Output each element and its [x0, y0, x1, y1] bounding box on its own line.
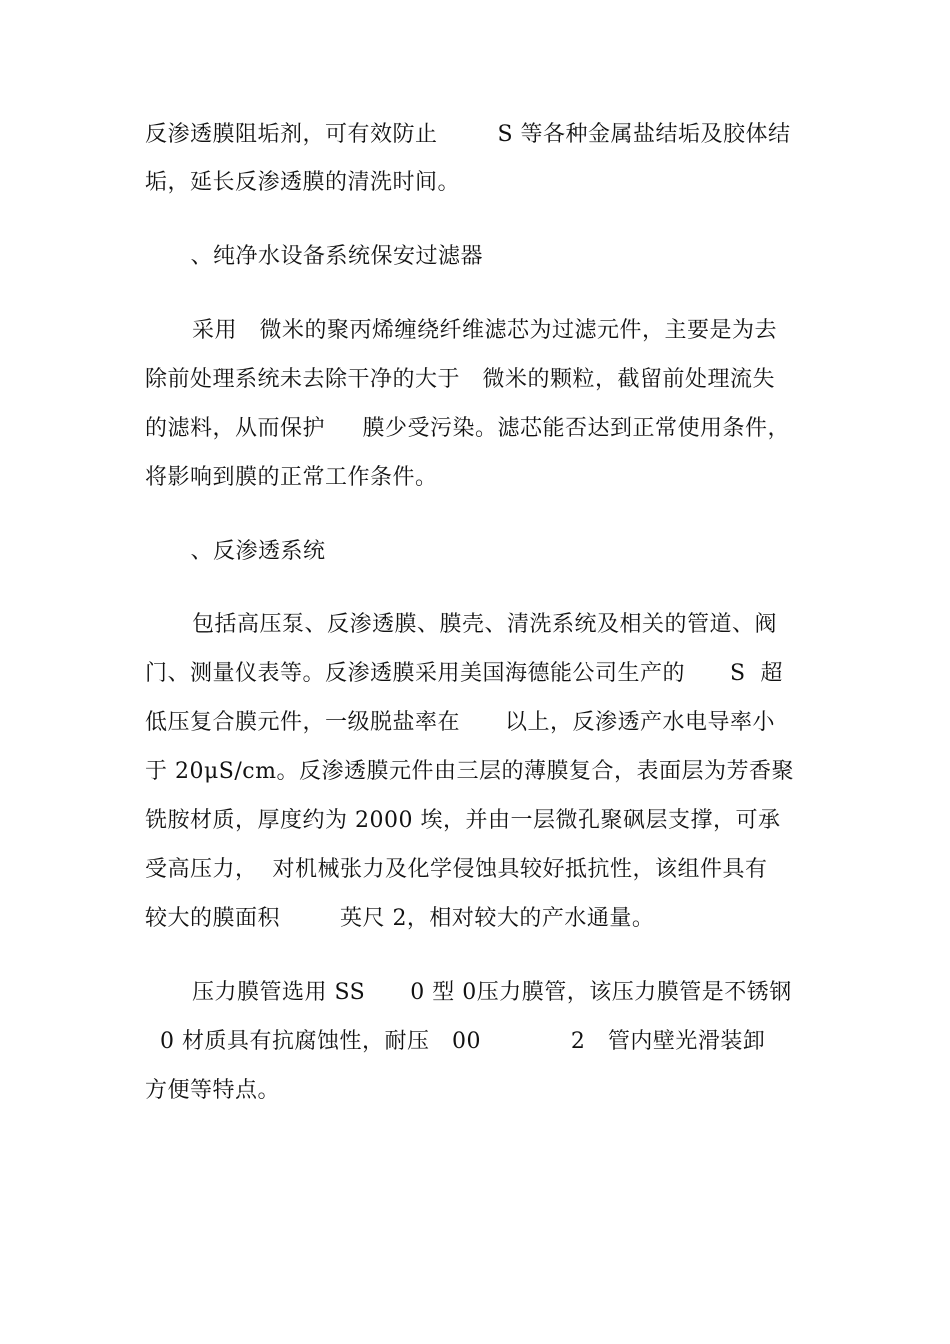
paragraph-5-line-5: 铣胺材质，厚度约为 2000 埃，并由一层微孔聚砜层支撑，可承 — [145, 808, 781, 833]
paragraph-5-line-1: 包括高压泵、反渗透膜、膜壳、清洗系统及相关的管道、阀 — [192, 612, 778, 637]
paragraph-1-line-2: 垢，延长反渗透膜的清洗时间。 — [145, 170, 461, 195]
paragraph-6-line-2: 0 材质具有抗腐蚀性，耐压 00 2 管内壁光滑装卸 — [145, 1029, 766, 1054]
paragraph-5-line-2: 门、测量仪表等。反渗透膜采用美国海德能公司生产的 S 超 — [145, 661, 784, 686]
paragraph-3-line-3: 的滤料，从而保护 膜少受污染。滤芯能否达到正常使用条件， — [145, 416, 790, 441]
section-heading-filter: 、纯净水设备系统保安过滤器 — [168, 244, 483, 269]
section-heading-ro-system: 、反渗透系统 — [168, 539, 326, 564]
paragraph-3-line-1: 采用 微米的聚丙烯缠绕纤维滤芯为过滤元件，主要是为去 — [192, 318, 777, 343]
paragraph-6-line-1: 压力膜管选用 SS 0 型 0压力膜管，该压力膜管是不锈钢 — [192, 980, 792, 1005]
paragraph-3-line-2: 除前处理系统未去除干净的大于 微米的颗粒，截留前处理流失 — [145, 367, 775, 392]
paragraph-3-line-4: 将影响到膜的正常工作条件。 — [145, 465, 438, 490]
paragraph-5-line-7: 较大的膜面积 英尺 2，相对较大的产水通量。 — [145, 906, 655, 931]
paragraph-5-line-4: 于 20μS/cm。反渗透膜元件由三层的薄膜复合，表面层为芳香聚 — [145, 759, 794, 784]
paragraph-5-line-6: 受高压力， 对机械张力及化学侵蚀具较好抵抗性，该组件具有 — [145, 857, 768, 882]
paragraph-5-line-3: 低压复合膜元件，一级脱盐率在 以上，反渗透产水电导率小 — [145, 710, 775, 735]
paragraph-6-line-3: 方便等特点。 — [145, 1078, 281, 1103]
paragraph-1-line-1: 反渗透膜阻垢剂，可有效防止 S 等各种金属盐结垢及胶体结 — [145, 122, 791, 147]
